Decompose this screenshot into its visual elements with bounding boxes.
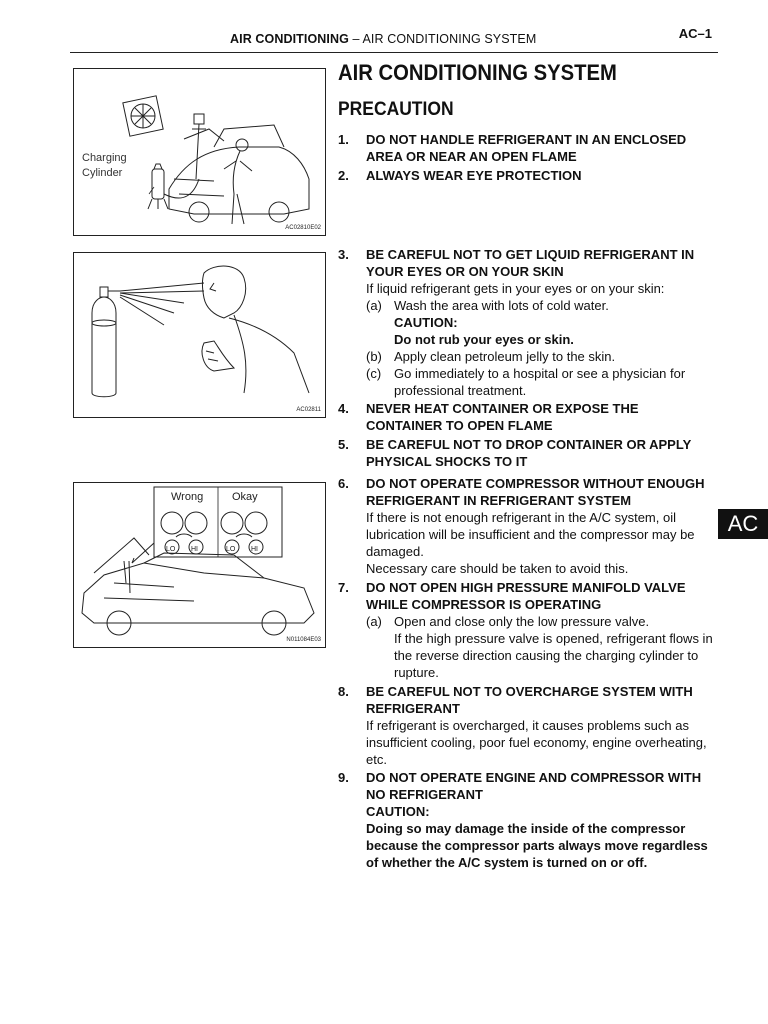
precaution-item-9: [338, 769, 718, 871]
header-separator: –: [352, 32, 360, 46]
gauge-lo-wrong: LO: [166, 546, 176, 553]
caution-label: CAUTION:: [394, 315, 458, 330]
item-number: 8.: [338, 684, 349, 699]
item-heading: DO NOT OPERATE COMPRESSOR WITHOUT ENOUGH REFRIGERANT IN REFRIGERANT SYSTEM: [366, 476, 705, 508]
figure-manifold-gauge: [73, 482, 326, 648]
item-number: 2.: [338, 168, 349, 183]
item-heading: DO NOT HANDLE REFRIGERANT IN AN ENCLOSED AREA OR NEAR AN OPEN FLAME: [366, 132, 687, 164]
refrigerant-spray-illustration: [74, 253, 325, 417]
gauge-lo-okay: LO: [226, 546, 236, 553]
sub-item-b: [366, 348, 718, 365]
sub-item-text-detail: If the high pressure valve is opened, refrigerant flows in the reverse direction causing the charging cylinder to rupture.: [394, 631, 713, 680]
item-heading: DO NOT OPEN HIGH PRESSURE MANIFOLD VALVE WHILE COMPRESSOR IS OPERATING: [366, 580, 686, 612]
sub-item-text: Apply clean petroleum jelly to the skin.: [394, 349, 616, 364]
sub-item-label: (a): [366, 298, 382, 313]
charging-cylinder-illustration: [74, 69, 325, 235]
item-number: 7.: [338, 580, 349, 595]
gauge-label-okay: Okay: [232, 491, 258, 503]
section-tab: AC: [718, 509, 768, 539]
item-number: 6.: [338, 476, 349, 491]
item-number: 1.: [338, 132, 349, 147]
header-section: AIR CONDITIONING: [230, 32, 349, 46]
item-number: 3.: [338, 247, 349, 262]
caution-text: Doing so may damage the inside of the compressor because the compressor parts always move regardless of whether the A/C system is turned on or off.: [366, 821, 708, 870]
caution-text: Do not rub your eyes or skin.: [394, 332, 574, 347]
header-breadcrumb: [230, 32, 536, 46]
item-number: 9.: [338, 770, 349, 785]
item-number: 4.: [338, 401, 349, 416]
precaution-item-7: [338, 579, 718, 681]
figure-label-charging: Charging: [82, 152, 127, 164]
precaution-item-6: [338, 475, 718, 577]
item-heading: BE CAREFUL NOT TO GET LIQUID REFRIGERANT IN YOUR EYES OR ON YOUR SKIN: [366, 247, 695, 279]
figure-charging-cylinder: [73, 68, 326, 236]
gauge-hi-wrong: HI: [191, 546, 198, 553]
gauge-hi-okay: HI: [251, 546, 258, 553]
sub-item-a: [366, 613, 718, 681]
item-heading: BE CAREFUL NOT TO OVERCHARGE SYSTEM WITH REFRIGERANT: [366, 684, 693, 716]
precaution-item-8: [338, 683, 718, 768]
item-body: If refrigerant is overcharged, it causes problems such as insufficient cooling, poor fuel economy, engine overheating, etc.: [366, 718, 707, 767]
figure-refrigerant-spray: [73, 252, 326, 418]
precaution-item-5: [338, 436, 718, 470]
caution-label: CAUTION:: [366, 804, 430, 819]
page-title: AIR CONDITIONING SYSTEM: [338, 60, 617, 85]
precaution-item-4: [338, 400, 718, 434]
sub-item-label: (b): [366, 349, 382, 364]
precaution-item-2: [338, 167, 718, 184]
item-heading: ALWAYS WEAR EYE PROTECTION: [366, 168, 582, 183]
gauge-label-wrong: Wrong: [171, 491, 204, 503]
section-title: PRECAUTION: [338, 99, 454, 120]
item-body-note: Necessary care should be taken to avoid this.: [366, 561, 629, 576]
sub-item-label: (c): [366, 366, 382, 381]
header-subsection: AIR CONDITIONING SYSTEM: [362, 32, 537, 46]
item-heading: NEVER HEAT CONTAINER OR EXPOSE THE CONTAINER TO OPEN FLAME: [366, 401, 639, 433]
precaution-item-1: [338, 131, 718, 165]
sub-item-label: (a): [366, 614, 382, 629]
item-body: If liquid refrigerant gets in your eyes or on your skin:: [366, 281, 665, 296]
figure-code: AC02810E02: [285, 225, 321, 231]
sub-item-a: [366, 297, 718, 348]
manifold-gauge-illustration: [74, 483, 325, 647]
item-number: 5.: [338, 437, 349, 452]
precaution-item-3: [338, 246, 718, 399]
figure-code: AC02811: [296, 407, 321, 413]
sub-item-text: Wash the area with lots of cold water.: [394, 298, 609, 313]
item-heading: BE CAREFUL NOT TO DROP CONTAINER OR APPLY PHYSICAL SHOCKS TO IT: [366, 437, 692, 469]
page-header: [70, 26, 718, 53]
item-body: If there is not enough refrigerant in the A/C system, oil lubrication will be insufficient and the compressor may be damaged.: [366, 510, 695, 559]
sub-item-text: Open and close only the low pressure valve.: [394, 614, 650, 629]
page-code: AC–1: [678, 26, 712, 41]
item-heading: DO NOT OPERATE ENGINE AND COMPRESSOR WITH NO REFRIGERANT: [366, 770, 702, 802]
figure-label-cylinder: Cylinder: [82, 167, 123, 179]
sub-item-c: [366, 365, 718, 399]
figure-code: N011084E03: [286, 637, 321, 643]
sub-item-text: Go immediately to a hospital or see a physician for professional treatment.: [394, 366, 686, 398]
